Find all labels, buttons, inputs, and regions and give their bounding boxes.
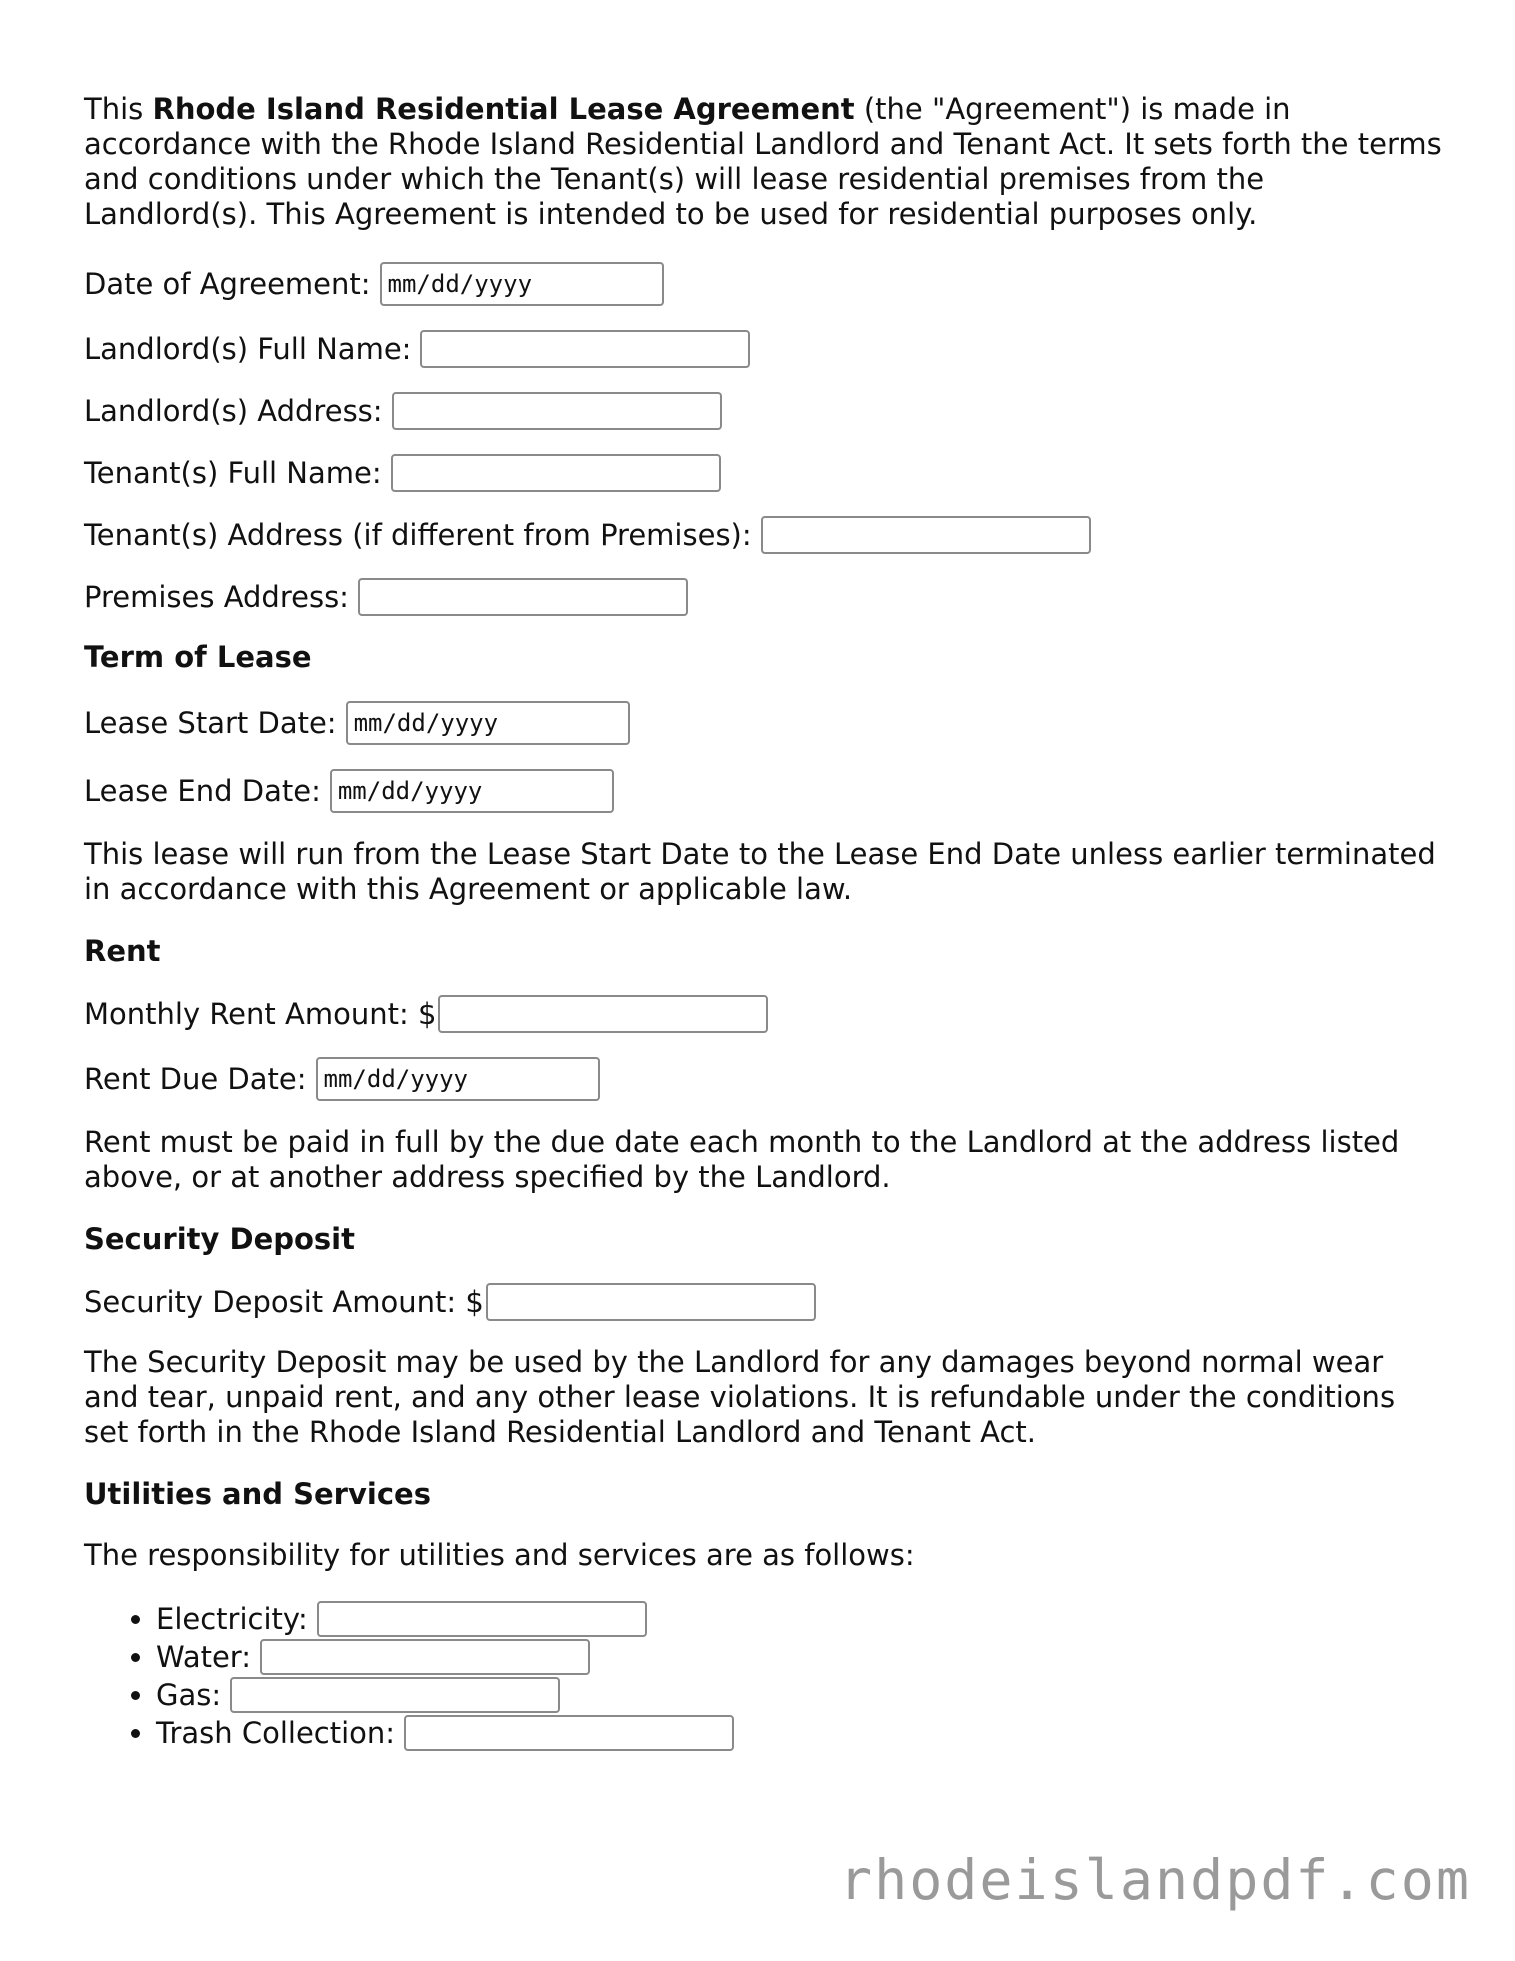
tenant-name-input[interactable]: [391, 454, 721, 492]
date-of-agreement-row: [84, 262, 1444, 306]
list-item: [156, 1638, 1444, 1676]
document-title: Rhode Island Residential Lease Agreement: [152, 92, 855, 126]
list-item: [156, 1600, 1444, 1638]
tenant-name-row: [84, 454, 1444, 492]
electricity-label: • Electricity:: [156, 1602, 308, 1636]
list-item: [156, 1714, 1444, 1752]
lease-end-label: Lease End Date:: [84, 773, 321, 808]
rent-heading: Rent: [84, 934, 161, 968]
utilities-list: [84, 1600, 1444, 1752]
lease-end-input[interactable]: [330, 769, 614, 813]
lease-start-label: Lease Start Date:: [84, 705, 337, 740]
rent-amount-label: Monthly Rent Amount: $: [84, 996, 437, 1031]
deposit-amount-label: Security Deposit Amount: $: [84, 1284, 484, 1319]
rent-due-input[interactable]: [316, 1057, 600, 1101]
landlord-name-row: [84, 330, 1444, 368]
watermark: rhodeislandpdf.com: [838, 1848, 1471, 1912]
date-of-agreement-input[interactable]: [380, 262, 664, 306]
gas-label: • Gas:: [156, 1678, 222, 1712]
tenant-address-input[interactable]: [761, 516, 1091, 554]
rent-due-label: Rent Due Date:: [84, 1061, 307, 1096]
term-paragraph: This lease will run from the Lease Start Date to the Lease End Date unless earlier terminated in accordance with this Agreement or applicable law.: [84, 837, 1436, 906]
rent-due-row: [84, 1057, 1444, 1101]
tenant-name-label: Tenant(s) Full Name:: [84, 455, 382, 490]
deposit-amount-input[interactable]: [486, 1283, 816, 1321]
lease-start-input[interactable]: [346, 701, 630, 745]
intro-prefix: This: [84, 92, 153, 126]
rent-paragraph: Rent must be paid in full by the due date each month to the Landlord at the address listed above, or at another address specified by the Landlord.: [84, 1125, 1400, 1194]
intro-paragraph: [84, 92, 1444, 232]
date-of-agreement-label: Date of Agreement:: [84, 266, 371, 301]
deposit-heading: Security Deposit: [84, 1222, 355, 1256]
deposit-paragraph: The Security Deposit may be used by the Landlord for any damages beyond normal wear and tear, unpaid rent, and any other lease violations. It is refundable under the conditions set forth in the Rhode Island Residential Landlord and Tenant Act.: [84, 1345, 1396, 1449]
tenant-address-label: Tenant(s) Address (if different from Premises):: [84, 517, 752, 552]
list-item: [156, 1676, 1444, 1714]
tenant-address-row: [84, 516, 1444, 554]
landlord-name-input[interactable]: [420, 330, 750, 368]
intro-suffix: (the "Agreement") is made in accordance with the Rhode Island Residential Landlord and Tenant Act. It sets forth the terms and conditions under which the Tenant(s) will lease residential premises from the Landlord(s). This Agreement is intended to be used for residential purposes only.: [84, 92, 1442, 231]
premises-address-row: [84, 578, 1444, 616]
trash-collection-input[interactable]: [404, 1715, 734, 1751]
gas-input[interactable]: [230, 1677, 560, 1713]
premises-address-label: Premises Address:: [84, 579, 349, 614]
lease-form: [84, 92, 1444, 1752]
premises-address-input[interactable]: [358, 578, 688, 616]
term-heading: Term of Lease: [84, 640, 312, 674]
rent-amount-row: [84, 995, 1444, 1033]
utilities-heading: Utilities and Services: [84, 1477, 431, 1511]
water-input[interactable]: [260, 1639, 590, 1675]
water-label: • Water:: [156, 1640, 251, 1674]
rent-amount-input[interactable]: [438, 995, 768, 1033]
lease-start-row: [84, 701, 1444, 745]
trash-collection-label: • Trash Collection:: [156, 1716, 396, 1750]
landlord-address-row: [84, 392, 1444, 430]
landlord-address-input[interactable]: [392, 392, 722, 430]
lease-end-row: [84, 769, 1444, 813]
deposit-amount-row: [84, 1283, 1444, 1321]
landlord-name-label: Landlord(s) Full Name:: [84, 331, 412, 366]
landlord-address-label: Landlord(s) Address:: [84, 393, 383, 428]
utilities-paragraph: The responsibility for utilities and services are as follows:: [84, 1538, 915, 1572]
electricity-input[interactable]: [317, 1601, 647, 1637]
